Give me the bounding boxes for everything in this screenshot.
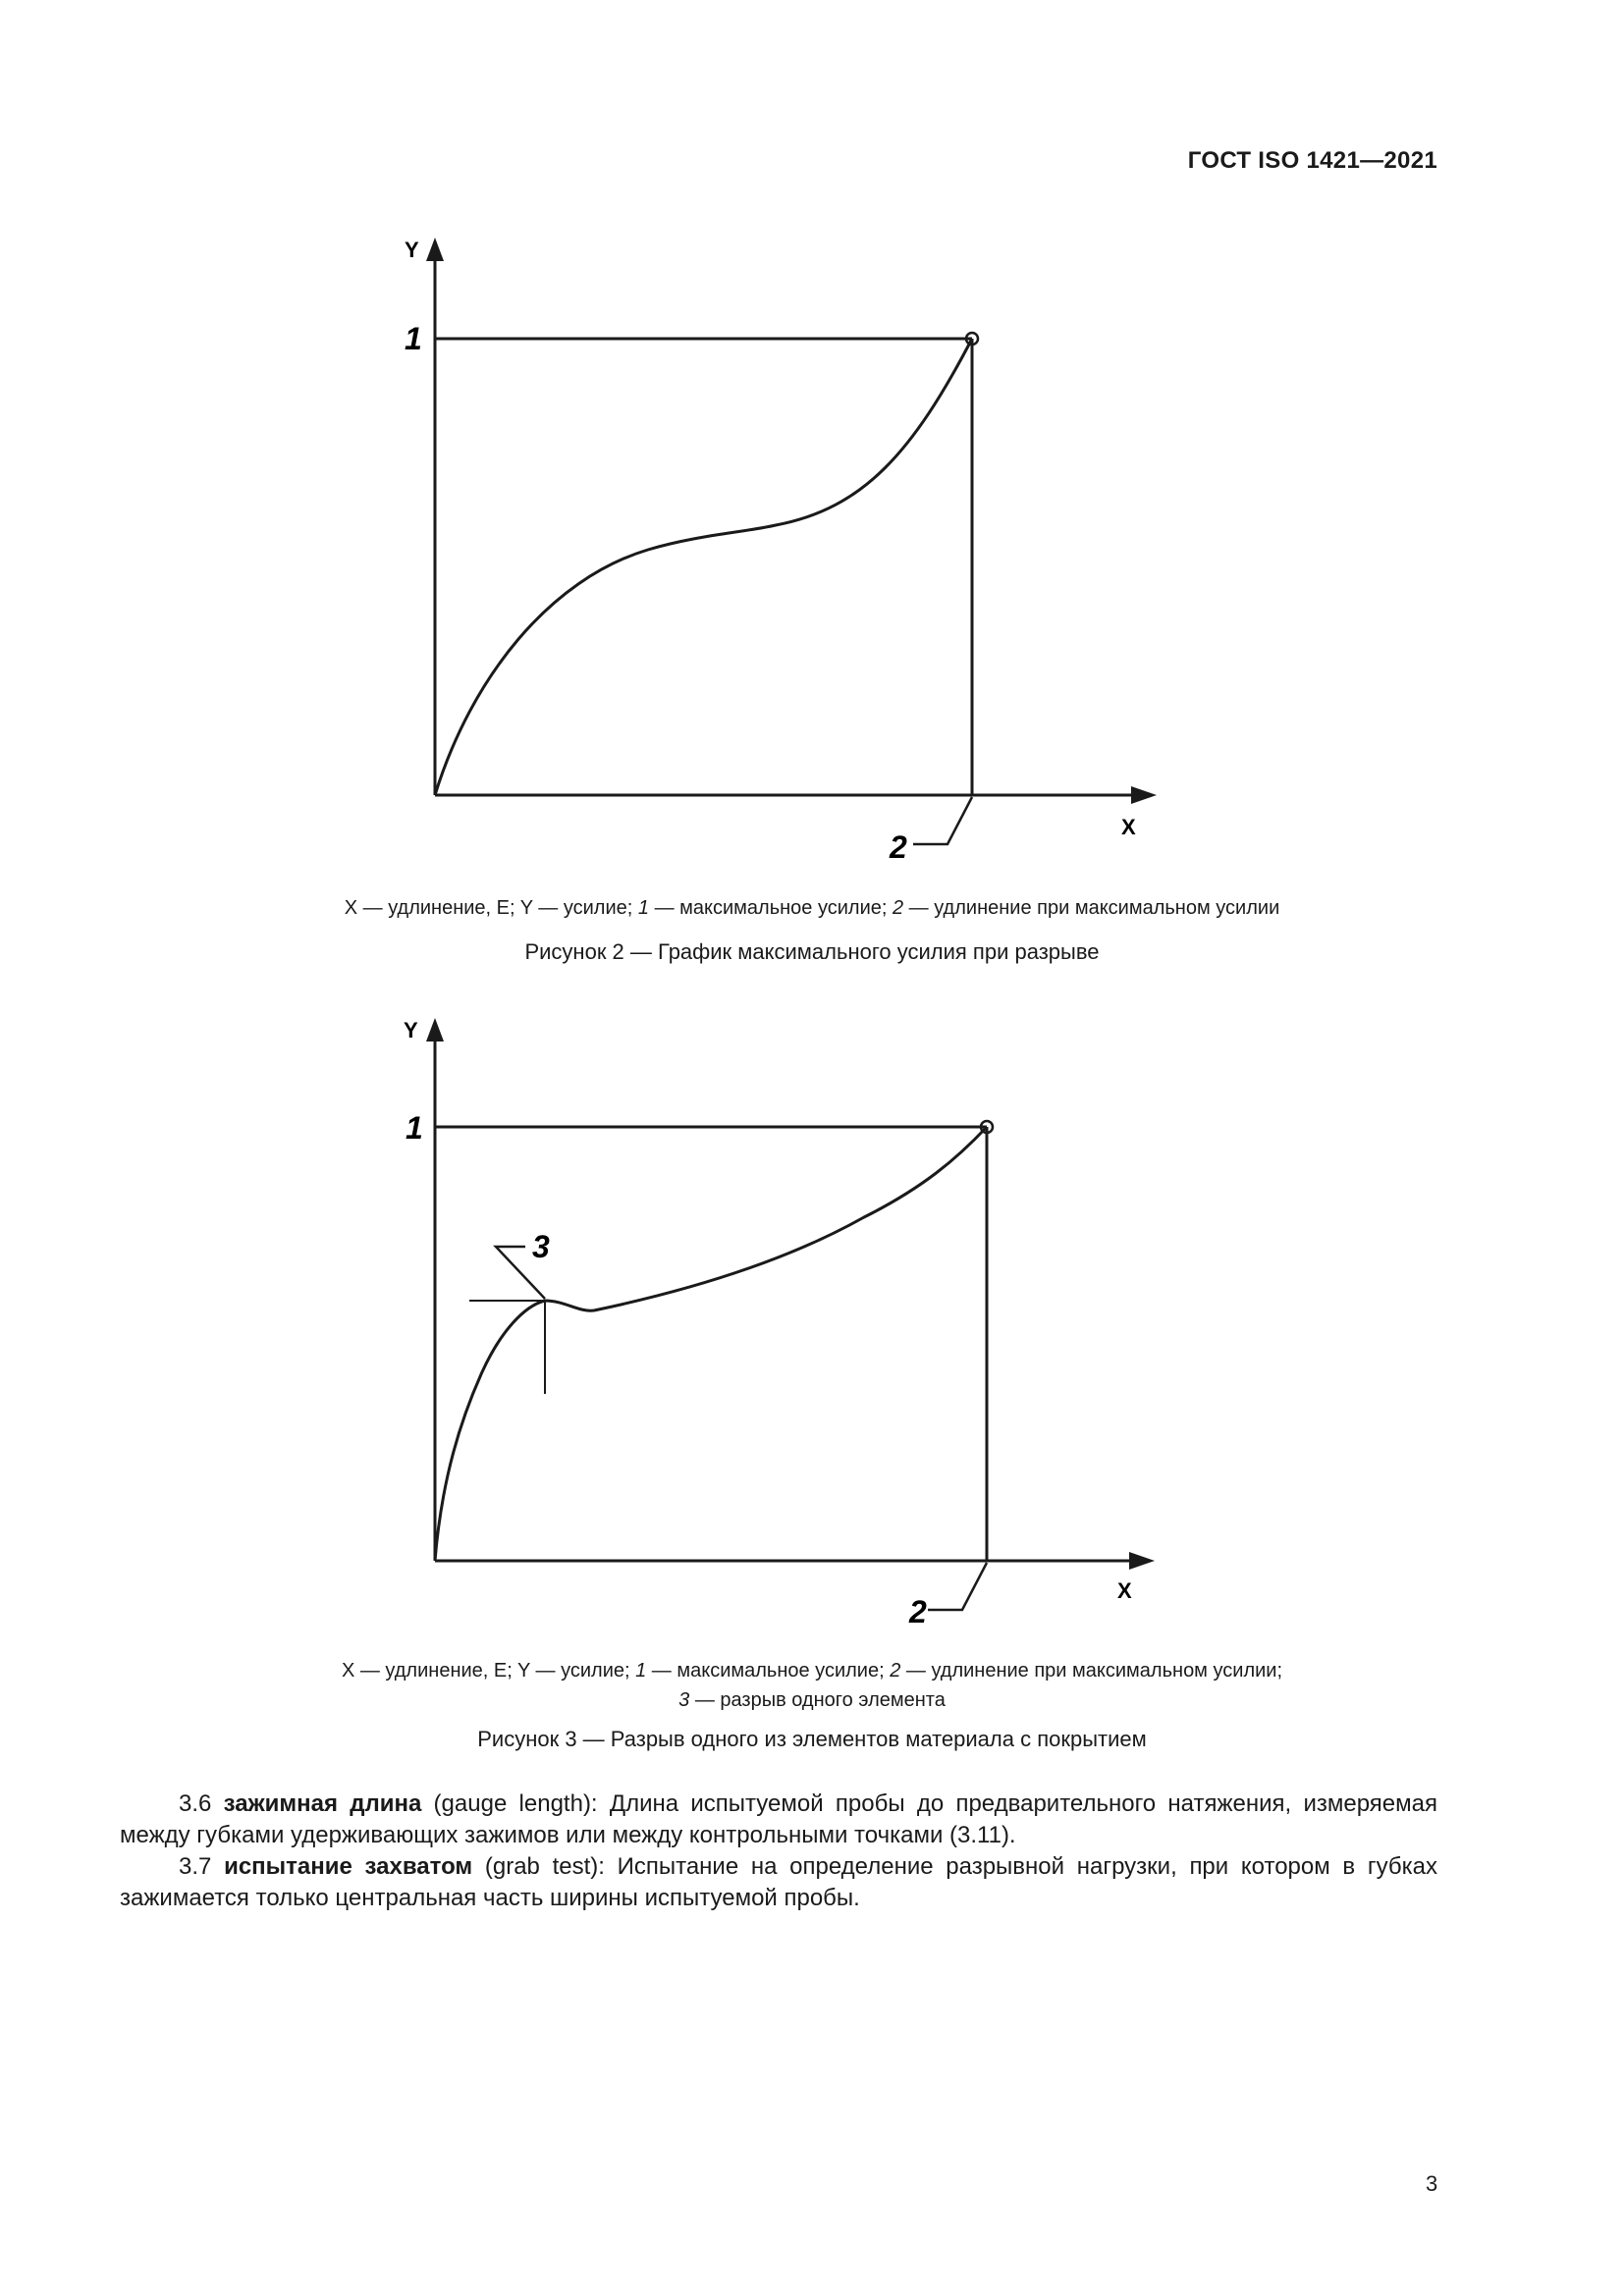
force-curve xyxy=(435,1127,987,1561)
definitions-block xyxy=(120,1789,1437,1914)
leader-line-2 xyxy=(928,1563,987,1610)
y-axis-label: Y xyxy=(405,238,419,262)
page-number: 3 xyxy=(1426,2171,1438,2196)
marker-2: 2 xyxy=(890,829,907,865)
y-axis-arrow xyxy=(426,238,444,261)
leader-line-2 xyxy=(913,797,972,844)
y-axis-label: Y xyxy=(404,1018,418,1042)
x-axis-label: X xyxy=(1117,1578,1132,1603)
x-axis-arrow xyxy=(1129,1552,1155,1570)
x-axis-arrow xyxy=(1131,786,1157,804)
marker-2: 2 xyxy=(909,1594,927,1629)
y-axis-arrow xyxy=(426,1018,444,1041)
figure-2-graph xyxy=(0,216,1624,903)
figure-3-legend xyxy=(0,1656,1624,1715)
marker-1: 1 xyxy=(405,321,422,356)
figure-3-caption: Рисунок 3 — Разрыв одного из элементов материала с покрытием xyxy=(477,1727,1147,1751)
figure-2-caption: Рисунок 2 — График максимального усилия при разрыве xyxy=(524,939,1100,964)
definition-3-7: 3.7 испытание захватом (grab test): Испытание на определение разрывной нагрузки, при котором в губках зажимается только центральная часть ширины испытуемой пробы. xyxy=(120,1853,1438,1911)
force-curve xyxy=(435,339,972,795)
x-axis-label: X xyxy=(1121,815,1136,839)
legend-line-2: 3 — разрыв одного элемента xyxy=(678,1689,946,1711)
document-code: ГОСТ ISO 1421—2021 xyxy=(1187,147,1437,174)
figure-2-legend: X — удлинение, E; Y — усилие; 1 — максимальное усилие; 2 — удлинение при максимальном усилии xyxy=(344,897,1280,919)
marker-3: 3 xyxy=(532,1229,550,1264)
legend-line-1: X — удлинение, E; Y — усилие; 1 — максимальное усилие; 2 — удлинение при максимальном усилии; xyxy=(341,1660,1283,1682)
figure-3-graph xyxy=(0,1006,1624,1634)
definition-3-6: 3.6 зажимная длина (gauge length): Длина испытуемой пробы до предварительного натяжения, измеряемая между губками удерживающих зажимов или между контрольными точками (3.11). xyxy=(120,1790,1437,1848)
marker-1: 1 xyxy=(406,1110,423,1146)
